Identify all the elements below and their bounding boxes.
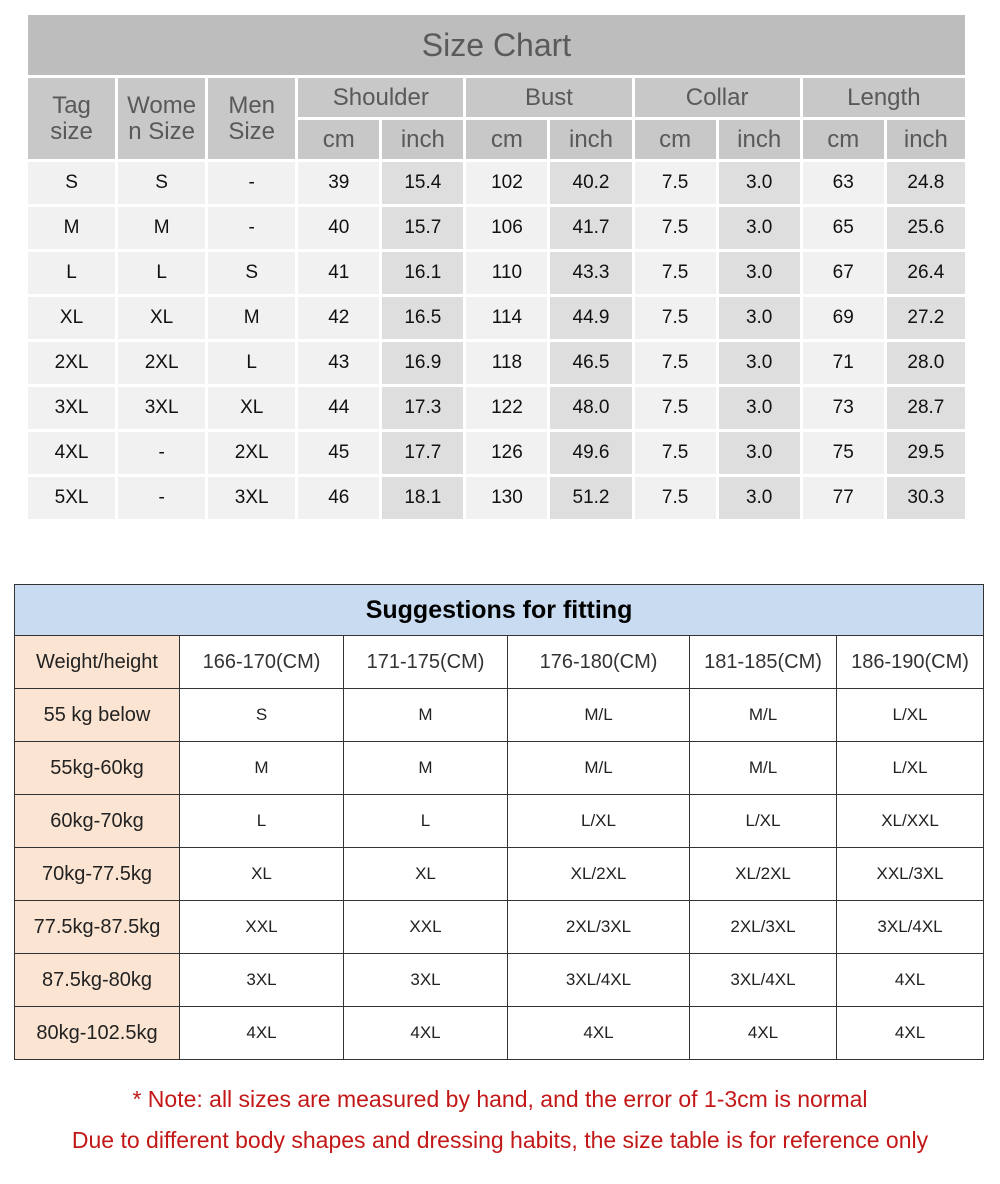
weight-height-corner: Weight/height bbox=[15, 636, 180, 689]
fitting-title: Suggestions for fitting bbox=[15, 585, 984, 636]
table-cell: 43.3 bbox=[549, 251, 633, 296]
table-row bbox=[27, 431, 967, 476]
table-cell: 5XL bbox=[27, 476, 117, 521]
table-cell: 26.4 bbox=[885, 251, 966, 296]
size-suggestion-cell: 3XL bbox=[180, 954, 344, 1007]
table-cell: 46.5 bbox=[549, 341, 633, 386]
table-cell: 24.8 bbox=[885, 161, 966, 206]
table-cell: 2XL bbox=[27, 341, 117, 386]
table-cell: 17.7 bbox=[381, 431, 465, 476]
table-cell: - bbox=[207, 206, 297, 251]
table-cell: 3.0 bbox=[717, 476, 801, 521]
fitting-table bbox=[14, 584, 984, 1060]
shoulder-header: Shoulder bbox=[297, 77, 465, 119]
table-row bbox=[15, 742, 984, 795]
height-column-header: 181-185(CM) bbox=[690, 636, 837, 689]
table-cell: 51.2 bbox=[549, 476, 633, 521]
fitting-body bbox=[15, 689, 984, 1060]
men-size-header: Men Size bbox=[207, 77, 297, 161]
weight-range-label: 87.5kg-80kg bbox=[15, 954, 180, 1007]
height-column-header: 166-170(CM) bbox=[180, 636, 344, 689]
bust-header: Bust bbox=[465, 77, 633, 119]
women-size-header: Wome n Size bbox=[117, 77, 207, 161]
table-cell: 17.3 bbox=[381, 386, 465, 431]
size-suggestion-cell: XL/2XL bbox=[690, 848, 837, 901]
size-suggestion-cell: S bbox=[180, 689, 344, 742]
height-column-header: 171-175(CM) bbox=[344, 636, 508, 689]
table-cell: L bbox=[27, 251, 117, 296]
unit-header-cm: cm bbox=[801, 119, 885, 161]
table-cell: 130 bbox=[465, 476, 549, 521]
fitting-header-row bbox=[15, 636, 984, 689]
table-row bbox=[27, 206, 967, 251]
table-cell: 7.5 bbox=[633, 431, 717, 476]
size-chart-table bbox=[25, 12, 968, 522]
table-cell: 4XL bbox=[27, 431, 117, 476]
weight-range-label: 77.5kg-87.5kg bbox=[15, 901, 180, 954]
table-cell: 3.0 bbox=[717, 386, 801, 431]
table-cell: 3XL bbox=[117, 386, 207, 431]
table-cell: 49.6 bbox=[549, 431, 633, 476]
table-cell: 44.9 bbox=[549, 296, 633, 341]
table-cell: 41 bbox=[297, 251, 381, 296]
table-cell: 46 bbox=[297, 476, 381, 521]
size-suggestion-cell: 4XL bbox=[837, 954, 984, 1007]
table-cell: 7.5 bbox=[633, 206, 717, 251]
table-row bbox=[27, 476, 967, 521]
table-cell: - bbox=[117, 476, 207, 521]
table-cell: 15.4 bbox=[381, 161, 465, 206]
table-cell: 18.1 bbox=[381, 476, 465, 521]
table-cell: S bbox=[117, 161, 207, 206]
weight-range-label: 55 kg below bbox=[15, 689, 180, 742]
size-suggestion-cell: 4XL bbox=[344, 1007, 508, 1060]
table-row bbox=[15, 954, 984, 1007]
size-suggestion-cell: M/L bbox=[690, 742, 837, 795]
weight-range-label: 55kg-60kg bbox=[15, 742, 180, 795]
size-suggestion-cell: 2XL/3XL bbox=[690, 901, 837, 954]
table-cell: M bbox=[27, 206, 117, 251]
table-cell: 114 bbox=[465, 296, 549, 341]
table-cell: 67 bbox=[801, 251, 885, 296]
size-suggestion-cell: XL bbox=[180, 848, 344, 901]
size-chart-title: Size Chart bbox=[27, 14, 967, 77]
table-cell: 3.0 bbox=[717, 431, 801, 476]
size-suggestion-cell: L/XL bbox=[690, 795, 837, 848]
unit-header-inch: inch bbox=[885, 119, 966, 161]
table-cell: 126 bbox=[465, 431, 549, 476]
table-row bbox=[15, 901, 984, 954]
height-column-header: 176-180(CM) bbox=[508, 636, 690, 689]
table-cell: 44 bbox=[297, 386, 381, 431]
table-row bbox=[27, 296, 967, 341]
table-cell: 71 bbox=[801, 341, 885, 386]
table-cell: 16.5 bbox=[381, 296, 465, 341]
table-cell: 30.3 bbox=[885, 476, 966, 521]
size-chart-body bbox=[27, 161, 967, 521]
table-cell: 7.5 bbox=[633, 251, 717, 296]
table-row bbox=[27, 161, 967, 206]
unit-header-inch: inch bbox=[549, 119, 633, 161]
table-cell: 7.5 bbox=[633, 296, 717, 341]
table-row bbox=[15, 795, 984, 848]
length-header: Length bbox=[801, 77, 966, 119]
size-suggestion-cell: XL/XXL bbox=[837, 795, 984, 848]
table-cell: 75 bbox=[801, 431, 885, 476]
table-cell: 2XL bbox=[207, 431, 297, 476]
size-suggestion-cell: L/XL bbox=[837, 742, 984, 795]
table-cell: 28.0 bbox=[885, 341, 966, 386]
table-cell: 43 bbox=[297, 341, 381, 386]
table-cell: 3.0 bbox=[717, 296, 801, 341]
table-cell: 65 bbox=[801, 206, 885, 251]
size-suggestion-cell: XXL bbox=[344, 901, 508, 954]
table-cell: 3.0 bbox=[717, 251, 801, 296]
size-suggestion-cell: L bbox=[180, 795, 344, 848]
size-suggestion-cell: 4XL bbox=[508, 1007, 690, 1060]
size-suggestion-cell: M bbox=[344, 742, 508, 795]
tag-size-header: Tag size bbox=[27, 77, 117, 161]
size-suggestion-cell: M/L bbox=[508, 742, 690, 795]
table-cell: 39 bbox=[297, 161, 381, 206]
table-row bbox=[27, 341, 967, 386]
table-cell: 3.0 bbox=[717, 161, 801, 206]
table-cell: 2XL bbox=[117, 341, 207, 386]
unit-header-inch: inch bbox=[717, 119, 801, 161]
table-cell: XL bbox=[117, 296, 207, 341]
table-cell: 3.0 bbox=[717, 341, 801, 386]
size-suggestion-cell: 3XL/4XL bbox=[837, 901, 984, 954]
table-cell: XL bbox=[207, 386, 297, 431]
table-cell: 118 bbox=[465, 341, 549, 386]
table-cell: 15.7 bbox=[381, 206, 465, 251]
table-row bbox=[27, 251, 967, 296]
table-cell: M bbox=[117, 206, 207, 251]
height-column-header: 186-190(CM) bbox=[837, 636, 984, 689]
unit-header-cm: cm bbox=[633, 119, 717, 161]
table-cell: 28.7 bbox=[885, 386, 966, 431]
table-cell: - bbox=[117, 431, 207, 476]
table-row bbox=[15, 848, 984, 901]
size-suggestion-cell: XXL/3XL bbox=[837, 848, 984, 901]
table-cell: 7.5 bbox=[633, 161, 717, 206]
size-suggestion-cell: XXL bbox=[180, 901, 344, 954]
table-cell: 29.5 bbox=[885, 431, 966, 476]
table-cell: 40.2 bbox=[549, 161, 633, 206]
table-cell: 106 bbox=[465, 206, 549, 251]
table-cell: 102 bbox=[465, 161, 549, 206]
table-cell: 48.0 bbox=[549, 386, 633, 431]
table-cell: 16.1 bbox=[381, 251, 465, 296]
weight-range-label: 80kg-102.5kg bbox=[15, 1007, 180, 1060]
note-line-1: * Note: all sizes are measured by hand, and the error of 1-3cm is normal bbox=[132, 1086, 868, 1112]
table-cell: S bbox=[207, 251, 297, 296]
table-cell: 42 bbox=[297, 296, 381, 341]
table-cell: S bbox=[27, 161, 117, 206]
table-cell: 110 bbox=[465, 251, 549, 296]
table-cell: 45 bbox=[297, 431, 381, 476]
table-cell: 69 bbox=[801, 296, 885, 341]
table-cell: 16.9 bbox=[381, 341, 465, 386]
table-cell: 3XL bbox=[207, 476, 297, 521]
unit-header-cm: cm bbox=[465, 119, 549, 161]
size-suggestion-cell: L bbox=[344, 795, 508, 848]
table-cell: 63 bbox=[801, 161, 885, 206]
table-cell: 25.6 bbox=[885, 206, 966, 251]
table-cell: L bbox=[117, 251, 207, 296]
unit-header-inch: inch bbox=[381, 119, 465, 161]
size-suggestion-cell: M/L bbox=[690, 689, 837, 742]
table-cell: L bbox=[207, 341, 297, 386]
table-row bbox=[15, 689, 984, 742]
weight-range-label: 60kg-70kg bbox=[15, 795, 180, 848]
table-cell: 7.5 bbox=[633, 476, 717, 521]
size-suggestion-cell: 4XL bbox=[180, 1007, 344, 1060]
table-cell: 7.5 bbox=[633, 341, 717, 386]
table-cell: 27.2 bbox=[885, 296, 966, 341]
unit-header-cm: cm bbox=[297, 119, 381, 161]
note-line-2: Due to different body shapes and dressing habits, the size table is for reference only bbox=[71, 1127, 929, 1153]
size-suggestion-cell: 4XL bbox=[837, 1007, 984, 1060]
table-cell: 73 bbox=[801, 386, 885, 431]
size-suggestion-cell: 4XL bbox=[690, 1007, 837, 1060]
table-cell: M bbox=[207, 296, 297, 341]
collar-header: Collar bbox=[633, 77, 801, 119]
table-row bbox=[15, 1007, 984, 1060]
table-cell: 122 bbox=[465, 386, 549, 431]
table-cell: XL bbox=[27, 296, 117, 341]
size-suggestion-cell: 3XL/4XL bbox=[508, 954, 690, 1007]
size-suggestion-cell: L/XL bbox=[508, 795, 690, 848]
table-cell: - bbox=[207, 161, 297, 206]
size-suggestion-cell: XL bbox=[344, 848, 508, 901]
table-cell: 41.7 bbox=[549, 206, 633, 251]
size-suggestion-cell: M bbox=[180, 742, 344, 795]
size-suggestion-cell: XL/2XL bbox=[508, 848, 690, 901]
size-suggestion-cell: M bbox=[344, 689, 508, 742]
table-cell: 3.0 bbox=[717, 206, 801, 251]
table-cell: 7.5 bbox=[633, 386, 717, 431]
size-suggestion-cell: M/L bbox=[508, 689, 690, 742]
table-cell: 77 bbox=[801, 476, 885, 521]
size-suggestion-cell: L/XL bbox=[837, 689, 984, 742]
size-suggestion-cell: 3XL bbox=[344, 954, 508, 1007]
size-suggestion-cell: 3XL/4XL bbox=[690, 954, 837, 1007]
weight-range-label: 70kg-77.5kg bbox=[15, 848, 180, 901]
size-suggestion-cell: 2XL/3XL bbox=[508, 901, 690, 954]
table-cell: 3XL bbox=[27, 386, 117, 431]
table-cell: 40 bbox=[297, 206, 381, 251]
table-row bbox=[27, 386, 967, 431]
